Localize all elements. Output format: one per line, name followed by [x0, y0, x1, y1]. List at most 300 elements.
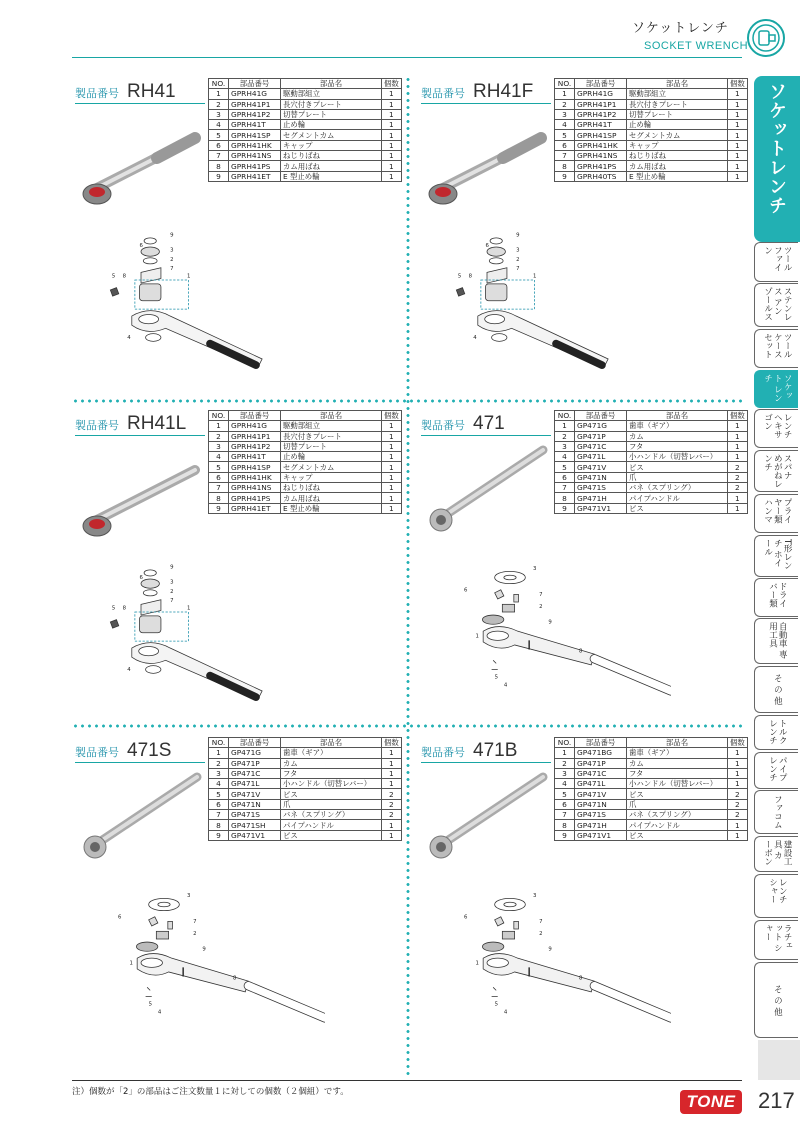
table-cell: バネ（スプリング）	[627, 483, 728, 493]
table-cell: ビス	[281, 830, 382, 840]
table-row	[555, 452, 748, 462]
side-tab-item[interactable]: ステンレス アンゾールス	[754, 283, 798, 327]
side-tab-item[interactable]: ラチェット シャー	[754, 920, 798, 960]
table-cell: 1	[728, 748, 748, 758]
table-row	[555, 161, 748, 171]
table-cell: 1	[382, 130, 402, 140]
row-divider	[72, 399, 744, 403]
table-cell: 1	[728, 820, 748, 830]
callout-number: 4	[503, 1009, 508, 1016]
table-cell: GP471N	[575, 799, 627, 809]
column-header: 個数	[728, 738, 748, 748]
table-cell: 2	[728, 789, 748, 799]
table-cell: 6	[555, 799, 575, 809]
callout-number: 3	[170, 247, 174, 254]
table-row	[555, 503, 748, 513]
callout-number: 6	[118, 914, 122, 921]
table-cell: キャップ	[281, 472, 382, 482]
table-cell: GP471S	[229, 810, 281, 820]
table-cell: GP471G	[229, 748, 281, 758]
table-row	[209, 99, 402, 109]
product-photo	[423, 108, 553, 208]
table-cell: 1	[728, 441, 748, 451]
table-cell: 1	[728, 161, 748, 171]
table-cell: 2	[209, 758, 229, 768]
table-cell: 爪	[627, 799, 728, 809]
table-cell: 1	[382, 758, 402, 768]
table-cell: 止め輪	[281, 120, 382, 130]
product-number-caption: 製品番号	[421, 419, 465, 432]
table-header-row	[555, 411, 748, 421]
product-underline	[75, 435, 205, 436]
table-cell: ねじりばね	[627, 151, 728, 161]
table-row	[209, 830, 402, 840]
column-header: 個数	[382, 738, 402, 748]
table-cell: 7	[209, 810, 229, 820]
table-cell: 小ハンドル（切替レバー）	[281, 779, 382, 789]
table-cell: 8	[209, 493, 229, 503]
table-cell: GP471C	[575, 441, 627, 451]
column-header: NO.	[555, 79, 575, 89]
table-cell: 1	[382, 452, 402, 462]
table-cell: GPRH41PS	[229, 493, 281, 503]
side-tab-item[interactable]: プライヤー類 ハンマ	[754, 494, 798, 533]
table-cell: GPRH41P2	[575, 109, 627, 119]
column-header: 部品番号	[229, 79, 281, 89]
column-header: NO.	[555, 411, 575, 421]
table-cell: 9	[555, 830, 575, 840]
table-cell: 2	[728, 483, 748, 493]
callout-number: 7	[170, 598, 174, 605]
callout-number: 5	[494, 674, 499, 681]
table-cell: 9	[555, 171, 575, 181]
callout-number: 4	[503, 682, 508, 689]
side-tab-item[interactable]: ツールケース セット	[754, 329, 798, 368]
table-cell: 駆動部組立	[627, 89, 728, 99]
callout-number: 8	[122, 605, 127, 612]
table-cell: 3	[209, 441, 229, 451]
product-number-label	[421, 740, 517, 762]
table-cell: 1	[382, 421, 402, 431]
table-cell: 長穴付きプレート	[281, 99, 382, 109]
table-cell: 小ハンドル（切替レバー）	[627, 779, 728, 789]
table-cell: フタ	[281, 768, 382, 778]
side-tab-item[interactable]: 自動車 専用工具	[754, 618, 798, 664]
side-tab-item[interactable]: パイプレンチ	[754, 752, 798, 789]
table-cell: 3	[555, 768, 575, 778]
table-cell: 9	[209, 503, 229, 513]
table-cell: 1	[728, 151, 748, 161]
table-cell: 4	[555, 120, 575, 130]
callout-number: 8	[122, 273, 127, 280]
table-cell: バネ（スプリング）	[281, 810, 382, 820]
table-header-row	[209, 411, 402, 421]
callout-number: 5	[111, 273, 116, 280]
callout-number: 4	[157, 1009, 162, 1016]
callout-number: 2	[516, 256, 520, 263]
column-header: 部品番号	[575, 79, 627, 89]
table-cell: 1	[728, 171, 748, 181]
table-cell: GP471V	[229, 789, 281, 799]
table-cell: 1	[382, 462, 402, 472]
table-row	[209, 130, 402, 140]
table-cell: GP471C	[229, 768, 281, 778]
table-cell: キャップ	[281, 140, 382, 150]
table-header-row	[209, 79, 402, 89]
page-subtitle: SOCKET WRENCH	[644, 40, 749, 52]
callout-number: 9	[548, 946, 552, 953]
table-cell: GPRH41NS	[229, 151, 281, 161]
footer-rule	[72, 1080, 742, 1081]
table-cell: 3	[555, 109, 575, 119]
column-header: 個数	[728, 79, 748, 89]
product-underline	[421, 762, 551, 763]
callout-number: 9	[170, 232, 174, 239]
table-cell: 8	[209, 820, 229, 830]
table-row	[555, 441, 748, 451]
callout-number: 5	[457, 273, 462, 280]
side-tab-main-label: ソケットレンチ	[766, 82, 787, 215]
table-cell: 1	[728, 779, 748, 789]
side-tab-item[interactable]: レンチ シャー	[754, 874, 798, 918]
table-cell: E 型止め輪	[627, 171, 728, 181]
table-row	[555, 462, 748, 472]
side-tab-item[interactable]: ツール ファイン	[754, 242, 798, 282]
product-underline	[75, 103, 205, 104]
table-row	[209, 810, 402, 820]
table-cell: 4	[209, 452, 229, 462]
table-cell: ねじりばね	[281, 151, 382, 161]
table-cell: セグメントカム	[281, 130, 382, 140]
table-row	[209, 748, 402, 758]
parts-table	[208, 410, 402, 514]
table-cell: GP471S	[575, 483, 627, 493]
table-cell: GPRH41PS	[575, 161, 627, 171]
column-header: 個数	[382, 79, 402, 89]
table-cell: 5	[209, 130, 229, 140]
table-cell: 9	[209, 171, 229, 181]
table-cell: 8	[555, 493, 575, 503]
parts-table	[208, 737, 402, 841]
side-tab-item[interactable]: そ の 他	[754, 666, 798, 713]
table-cell: 2	[728, 472, 748, 482]
table-cell: 1	[209, 89, 229, 99]
table-cell: 爪	[281, 799, 382, 809]
table-row	[555, 109, 748, 119]
table-row	[555, 768, 748, 778]
table-cell: 5	[209, 462, 229, 472]
side-tab-item[interactable]: 建設工具 カーボン	[754, 836, 798, 872]
side-tab-item[interactable]: トルクレンチ	[754, 715, 798, 750]
table-cell: フタ	[627, 768, 728, 778]
table-cell: GPRH41ET	[229, 171, 281, 181]
table-cell: 6	[209, 472, 229, 482]
table-cell: GPRH41G	[575, 89, 627, 99]
table-cell: 1	[382, 768, 402, 778]
table-cell: GP471H	[575, 493, 627, 503]
table-cell: 1	[728, 503, 748, 513]
callout-number: 2	[170, 256, 174, 263]
table-cell: 1	[728, 99, 748, 109]
side-tab-item[interactable]: ドライバー類	[754, 578, 798, 617]
table-cell: 1	[382, 171, 402, 181]
column-header: NO.	[209, 411, 229, 421]
side-tab-filler	[758, 1040, 800, 1080]
table-cell: GPRH41HK	[575, 140, 627, 150]
product-number-label	[75, 81, 176, 103]
table-cell: 爪	[627, 472, 728, 482]
table-cell: GPRH41G	[229, 89, 281, 99]
callout-number: 6	[485, 243, 489, 250]
table-row	[209, 493, 402, 503]
table-cell: GPRH41P2	[229, 109, 281, 119]
table-cell: 2	[728, 799, 748, 809]
table-row	[555, 431, 748, 441]
side-tab-item[interactable]: T形レンチ ホイール	[754, 535, 798, 577]
table-cell: GPRH41P2	[229, 441, 281, 451]
table-cell: ねじりばね	[281, 483, 382, 493]
parts-table	[554, 410, 748, 514]
callout-number: 2	[170, 588, 174, 595]
callout-number: 5	[148, 1001, 153, 1008]
table-cell: 3	[209, 768, 229, 778]
table-cell: GP471C	[575, 768, 627, 778]
column-header: 部品名	[627, 738, 728, 748]
table-cell: GPRH41HK	[229, 472, 281, 482]
column-header: NO.	[209, 738, 229, 748]
column-header: 部品名	[627, 411, 728, 421]
table-cell: GPRH41SP	[575, 130, 627, 140]
callout-number: 3	[516, 247, 520, 254]
table-cell: 6	[209, 799, 229, 809]
table-row	[209, 768, 402, 778]
table-row	[555, 130, 748, 140]
table-row	[555, 472, 748, 482]
table-cell: 歯車（ギア）	[627, 421, 728, 431]
callout-number: 9	[170, 564, 174, 571]
table-cell: 長穴付きプレート	[281, 431, 382, 441]
table-cell: カム	[281, 758, 382, 768]
table-cell: 8	[209, 161, 229, 171]
side-tab-item[interactable]: スパナ めがねレンチ	[754, 450, 798, 492]
table-cell: 5	[555, 130, 575, 140]
table-cell: GPRH41T	[229, 120, 281, 130]
table-cell: GP471H	[575, 820, 627, 830]
table-cell: GP471G	[575, 421, 627, 431]
socket-wrench-icon	[746, 18, 786, 58]
table-cell: 6	[555, 140, 575, 150]
product-model: 471	[473, 413, 505, 434]
exploded-diagram	[95, 540, 325, 730]
table-cell: GP471BG	[575, 748, 627, 758]
table-row	[209, 431, 402, 441]
product-number-caption: 製品番号	[75, 87, 119, 100]
table-cell: GP471V	[575, 789, 627, 799]
table-cell: GP471N	[229, 799, 281, 809]
table-cell: GP471L	[229, 779, 281, 789]
product-number-label	[75, 740, 171, 762]
parts-table	[554, 78, 748, 182]
table-row	[209, 820, 402, 830]
table-cell: 2	[382, 799, 402, 809]
table-cell: 7	[209, 483, 229, 493]
table-cell: 1	[728, 452, 748, 462]
table-cell: 9	[209, 830, 229, 840]
side-tab-item[interactable]: ファコム	[754, 790, 798, 834]
callout-number: 7	[516, 266, 520, 273]
product-underline	[75, 762, 205, 763]
table-row	[209, 140, 402, 150]
table-row	[209, 151, 402, 161]
table-cell: GPRH41NS	[229, 483, 281, 493]
table-cell: 1	[382, 431, 402, 441]
table-cell: ビス	[627, 830, 728, 840]
callout-number: 4	[127, 335, 131, 342]
table-cell: ビス	[627, 503, 728, 513]
brand-logo: TONE	[680, 1090, 742, 1114]
table-cell: 1	[728, 421, 748, 431]
column-header: 部品名	[281, 411, 382, 421]
table-cell: GP471S	[575, 810, 627, 820]
callout-number: 3	[533, 565, 537, 572]
side-tab-item[interactable]: レンチ ヘキサゴン	[754, 409, 798, 448]
exploded-diagram	[441, 208, 671, 398]
column-header: 部品名	[627, 79, 728, 89]
table-cell: 2	[728, 462, 748, 472]
table-cell: GP471P	[575, 431, 627, 441]
table-cell: カム用ばね	[627, 161, 728, 171]
table-cell: 6	[555, 472, 575, 482]
table-row	[555, 830, 748, 840]
exploded-diagram	[95, 867, 325, 1057]
table-cell: 1	[728, 758, 748, 768]
callout-number: 8	[468, 273, 473, 280]
table-cell: キャップ	[627, 140, 728, 150]
table-cell: パイプハンドル	[627, 820, 728, 830]
product-model: RH41F	[473, 81, 534, 102]
table-cell: 1	[382, 472, 402, 482]
callout-number: 7	[539, 918, 543, 925]
callout-number: 6	[139, 243, 143, 250]
table-cell: 駆動部組立	[281, 421, 382, 431]
table-cell: GP471P	[229, 758, 281, 768]
table-cell: GP471SH	[229, 820, 281, 830]
table-row	[209, 483, 402, 493]
table-cell: 1	[382, 89, 402, 99]
table-row	[555, 799, 748, 809]
callout-number: 2	[539, 604, 543, 611]
callout-number: 9	[202, 946, 206, 953]
table-row	[555, 99, 748, 109]
table-cell: 1	[382, 779, 402, 789]
callout-number: 6	[464, 587, 468, 594]
table-cell: 5	[555, 789, 575, 799]
table-row	[555, 810, 748, 820]
column-header: 部品番号	[229, 411, 281, 421]
table-cell: GPRH41SP	[229, 462, 281, 472]
callout-number: 6	[464, 914, 468, 921]
callout-number: 4	[473, 335, 477, 342]
column-header: 部品番号	[575, 738, 627, 748]
table-cell: 1	[728, 768, 748, 778]
table-row	[555, 483, 748, 493]
callout-number: 7	[170, 266, 174, 273]
table-cell: 駆動部組立	[281, 89, 382, 99]
table-cell: 1	[728, 830, 748, 840]
table-row	[209, 171, 402, 181]
table-cell: GPRH41NS	[575, 151, 627, 161]
table-cell: E 型止め輪	[281, 171, 382, 181]
column-header: 部品名	[281, 79, 382, 89]
table-cell: 1	[728, 89, 748, 99]
table-row	[555, 171, 748, 181]
callout-number: 3	[533, 892, 537, 899]
side-tab-item[interactable]: そ の 他	[754, 962, 798, 1038]
footer-note: 注）個数が「2」の部品はご注文数量１に対しての個数（２個組）です。	[72, 1087, 349, 1097]
table-cell: GP471V	[575, 462, 627, 472]
table-cell: 7	[555, 483, 575, 493]
table-cell: 4	[209, 779, 229, 789]
table-row	[555, 421, 748, 431]
table-cell: パイプハンドル	[281, 820, 382, 830]
table-header-row	[555, 79, 748, 89]
table-cell: 切替プレート	[281, 441, 382, 451]
callout-number: 2	[539, 931, 543, 938]
table-cell: 1	[382, 151, 402, 161]
callout-number: 1	[129, 960, 133, 967]
side-tab-item[interactable]: ソケット レンチ	[754, 370, 798, 408]
table-row	[555, 820, 748, 830]
table-cell: 小ハンドル（切替レバー）	[627, 452, 728, 462]
table-cell: 8	[555, 161, 575, 171]
table-cell: GP471L	[575, 779, 627, 789]
table-row	[209, 462, 402, 472]
table-cell: 1	[209, 748, 229, 758]
table-row	[209, 421, 402, 431]
product-number-caption: 製品番号	[421, 746, 465, 759]
callout-number: 8	[233, 975, 237, 982]
parts-table	[208, 78, 402, 182]
table-row	[555, 120, 748, 130]
product-underline	[421, 103, 551, 104]
table-cell: 8	[555, 820, 575, 830]
product-model: RH41L	[127, 413, 187, 434]
table-cell: 1	[382, 441, 402, 451]
table-cell: 2	[555, 99, 575, 109]
table-cell: GPRH41HK	[229, 140, 281, 150]
product-number-caption: 製品番号	[75, 746, 119, 759]
table-row	[209, 758, 402, 768]
table-cell: GPRH41ET	[229, 503, 281, 513]
table-row	[209, 452, 402, 462]
table-cell: GPRH41T	[229, 452, 281, 462]
product-underline	[421, 435, 551, 436]
table-cell: 1	[728, 130, 748, 140]
callout-number: 4	[127, 667, 131, 674]
table-cell: 1	[382, 161, 402, 171]
table-row	[555, 748, 748, 758]
callout-number: 3	[170, 579, 174, 586]
column-header: 部品名	[281, 738, 382, 748]
table-cell: 5	[555, 462, 575, 472]
table-row	[555, 493, 748, 503]
product-number-label	[75, 413, 186, 435]
table-cell: 5	[209, 789, 229, 799]
table-row	[209, 89, 402, 99]
callout-number: 1	[187, 273, 191, 280]
product-model: 471B	[473, 740, 518, 761]
product-photo	[423, 440, 553, 540]
